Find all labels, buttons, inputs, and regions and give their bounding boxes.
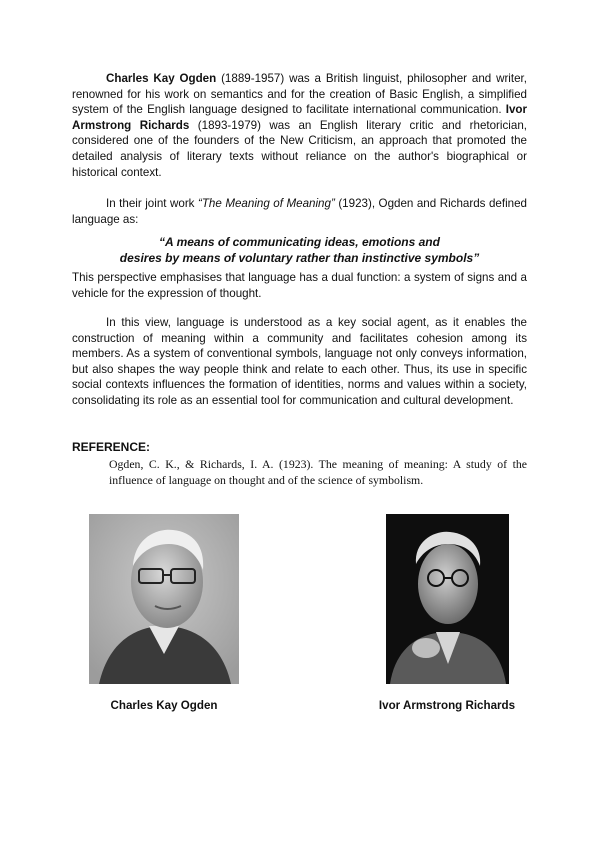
ogden-portrait-drawing xyxy=(89,514,239,684)
richards-caption: Ivor Armstrong Richards xyxy=(378,699,516,712)
ogden-bio: (1889-1957) was a British linguist, philosopher and writer, renowned for his work on semantics and for the creation of Basic English, a simplified system of the English language designed to facilitate international communication. xyxy=(72,72,527,117)
book-title: “The Meaning of Meaning” xyxy=(197,197,335,210)
definition-intro-paragraph xyxy=(72,196,527,227)
richards-portrait xyxy=(386,514,509,684)
richards-name: Ivor Armstrong Richards xyxy=(72,103,527,132)
intro-paragraph xyxy=(72,71,527,180)
quote-line-2: desires by means of voluntary rather than instinctive symbols” xyxy=(119,251,480,265)
dual-function-paragraph: This perspective emphasises that language has a dual function: a system of signs and a vehicle for the expression of thought. xyxy=(72,271,527,300)
richards-portrait-drawing xyxy=(386,514,509,684)
definition-intro-pre: In their joint work xyxy=(106,197,198,210)
social-agent-paragraph: In this view, language is understood as a key social agent, as it enables the construction of meaning within a community and facilitates cohesion among its members. As a system of conventional symbols, language not only conveys information, but also shapes the way people think and relate to each other. Thus, its use in specific social contexts influences the formation of identities, norms and values within a society, consolidating its role as an essential tool for communication and cultural development. xyxy=(72,316,527,407)
quote-line-1: “A means of communicating ideas, emotions and xyxy=(159,235,440,249)
ogden-name: Charles Kay Ogden xyxy=(106,72,217,85)
definition-quote xyxy=(72,234,527,266)
reference-citation: Ogden, C. K., & Richards, I. A. (1923). The meaning of meaning: A study of the influence of language on thought and of the science of symbolism. xyxy=(109,457,527,487)
ogden-portrait xyxy=(89,514,239,684)
ogden-caption: Charles Kay Ogden xyxy=(110,699,218,712)
definition-intro-post: (1923), Ogden and Richards defined language as: xyxy=(72,197,527,226)
richards-bio: (1893-1979) was an English literary critic and rhetorician, considered one of the founders of the New Criticism, an approach that promoted the detailed analysis of literary texts without reliance on the author's biographical or historical context. xyxy=(72,118,527,179)
reference-heading: REFERENCE: xyxy=(72,440,151,454)
